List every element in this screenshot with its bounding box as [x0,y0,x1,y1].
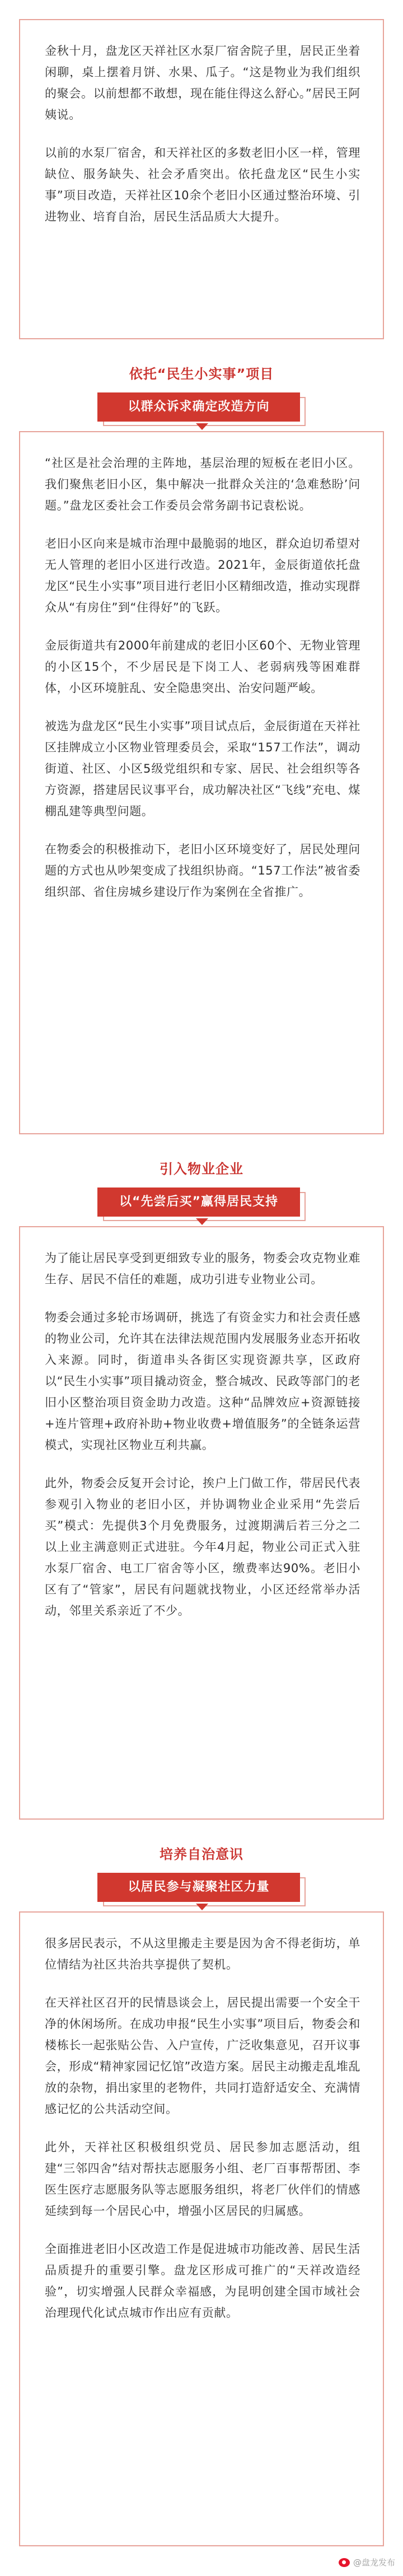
section-card-3 [19,1911,384,2546]
section-header-3 [0,1843,403,1906]
watermark [339,2556,395,2568]
paragraph: 在物委会的积极推动下，老旧小区环境变好了，居民处理问题的方式也从吵架变成了找组织协商。“157工作法”被省委组织部、省住房城乡建设厅作为案例在全省推广。 [45,843,360,899]
paragraph: “社区是社会治理的主阵地，基层治理的短板在老旧小区。我们聚焦老旧小区，集中解决一批群众关注的‘急难愁盼’问题。”盘龙区委社会工作委员会常务副书记袁松说。 [45,456,360,512]
paragraph: 在天祥社区召开的民情恳谈会上，居民提出需要一个安全干净的休闲场所。在成功申报“民生小实事”项目后，物委会和楼栋长一起张贴公告、入户宣传，广泛收集意见，召开议事会，形成“精神家园记忆馆”改造方案。居民主动搬走乱堆乱放的杂物，捐出家里的老物件，共同打造舒适安全、充满情感记忆的公共活动空间。 [45,1996,360,2116]
paragraph: 为了能让居民享受到更细致专业的服务，物委会攻克物业难生存、居民不信任的难题，成功引进专业物业公司。 [45,1251,360,1286]
down-arrow-icon [196,423,208,430]
watermark-text: @盘龙发布 [353,2558,395,2568]
down-arrow-icon [196,1218,208,1225]
section-title: 依托“民生小实事”项目 [129,366,274,382]
section-subtitle: 以群众诉求确定改造方向 [97,392,300,422]
section-subtitle: 以“先尝后买”赢得居民支持 [97,1188,300,1217]
section-title: 培养自治意识 [160,1846,243,1862]
paragraph: 此外，物委会反复开会讨论，挨户上门做工作，带居民代表参观引入物业的老旧小区，并协调物业企业采用“先尝后买”模式：先提供3个月免费服务，过渡期满后若三分之二以上业主满意则正式进驻。今年4月起，物业公司正式入驻水泵厂宿舍、电工厂宿舍等小区，缴费率达90%。老旧小区有了“管家”，居民有问题就找物业，小区还经常举办活动，邻里关系亲近了不少。 [45,1476,360,1617]
section-title: 引入物业企业 [160,1161,243,1177]
paragraph: 金秋十月，盘龙区天祥社区水泵厂宿舍院子里，居民正坐着闲聊，桌上摆着月饼、水果、瓜子。“这是物业为我们组织的聚会。以前想都不敢想，现在能住得这么舒心。”居民王阿姨说。 [45,44,360,121]
down-arrow-icon [196,1904,208,1910]
section-card-1 [19,431,384,1134]
paragraph: 被选为盘龙区“民生小实事”项目试点后，金辰街道在天祥社区挂牌成立小区物业管理委员会，采取“157工作法”，调动街道、社区、小区5级党组织和专家、居民、社会组织等各方资源，搭建居民议事平台，成功解决社区“飞线”充电、煤棚乱建等典型问题。 [45,719,360,818]
paragraph: 全面推进老旧小区改造工作是促进城市功能改善、居民生活品质提升的重要引擎。盘龙区形成可推广的“天祥改造经验”，切实增强人民群众幸福感，为昆明创建全国市域社会治理现代化试点城市作出应有贡献。 [45,2242,360,2320]
weibo-logo-icon [339,2558,350,2567]
section-header-2 [0,1158,403,1221]
paragraph: 物委会通过多轮市场调研，挑选了有资金实力和社会责任感的物业公司，允许其在法律法规范围内发展服务业态开拓收入来源。同时，街道串头各街区实现资源共享，区政府以“民生小实事”项目撬动资金，整合城改、民政等部门的老旧小区整治项目资金助力改造。这种“品牌效应+资源链接+连片管理+政府补助+物业收费+增值服务”的全链条运营模式，实现社区物业互利共赢。 [45,1311,360,1452]
paragraph: 此外，天祥社区积极组织党员、居民参加志愿活动，组建“三邻四舍”结对帮扶志愿服务小组、老厂百事帮帮团、李医生医疗志愿服务队等志愿服务组织，将老厂伙伴们的情感延续到每一个居民心中，增强小区居民的归属感。 [45,2140,360,2218]
section-header-1 [0,363,403,426]
intro-card [19,19,384,339]
paragraph: 以前的水泵厂宿舍，和天祥社区的多数老旧小区一样，管理缺位、服务缺失、社会矛盾突出。依托盘龙区“民生小实事”项目改造，天祥社区10余个老旧小区通过整治环境、引进物业、培育自治，居民生活品质大大提升。 [45,146,360,223]
paragraph: 金辰街道共有2000年前建成的老旧小区60个、无物业管理的小区15个，不少居民是下岗工人、老弱病残等困难群体，小区环境脏乱、安全隐患突出、治安问题严峻。 [45,639,360,695]
section-subtitle: 以居民参与凝聚社区力量 [97,1873,300,1902]
section-card-2 [19,1226,384,1820]
paragraph: 老旧小区向来是城市治理中最脆弱的地区，群众迫切希望对无人管理的老旧小区进行改造。2021年，金辰街道依托盘龙区“民生小实事”项目进行老旧小区精细改造，推动实现群众从“有房住”到“住得好”的飞跃。 [45,537,360,614]
paragraph: 很多居民表示，不从这里搬走主要是因为舍不得老街坊，单位情结为社区共治共享提供了契机。 [45,1937,360,1971]
